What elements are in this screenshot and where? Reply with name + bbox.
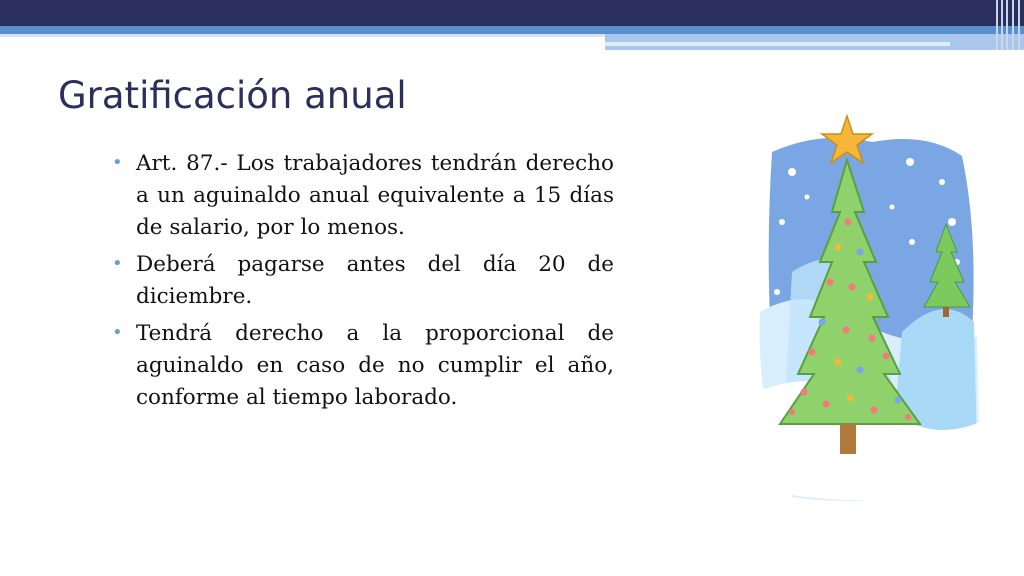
header-accent-band bbox=[0, 26, 1024, 34]
header-bar bbox=[0, 0, 1024, 26]
bullet-item bbox=[112, 249, 614, 313]
header-right-highlight bbox=[605, 42, 950, 46]
bullet-text: Art. 87.- Los trabajadores tendrán derecho a un aguinaldo anual equivalente a 15 días de salario, por lo menos. bbox=[136, 151, 614, 240]
header-thin-band bbox=[0, 34, 605, 37]
slide-title: Gratificación anual bbox=[58, 74, 407, 117]
bullet-item bbox=[112, 148, 614, 244]
bullet-text: Tendrá derecho a la proporcional de aguinaldo en caso de no cumplir el año, conforme al tiempo laborado. bbox=[136, 321, 614, 410]
bullet-list bbox=[112, 148, 614, 419]
bullet-icon: • bbox=[112, 322, 123, 343]
christmas-tree-icon bbox=[752, 112, 982, 502]
christmas-tree-illustration bbox=[752, 112, 982, 502]
bullet-text: Deberá pagarse antes del día 20 de diciembre. bbox=[136, 252, 614, 309]
bullet-icon: • bbox=[112, 253, 123, 274]
bullet-item bbox=[112, 318, 614, 414]
header-edge-lines bbox=[994, 0, 1024, 50]
bullet-icon: • bbox=[112, 152, 123, 173]
